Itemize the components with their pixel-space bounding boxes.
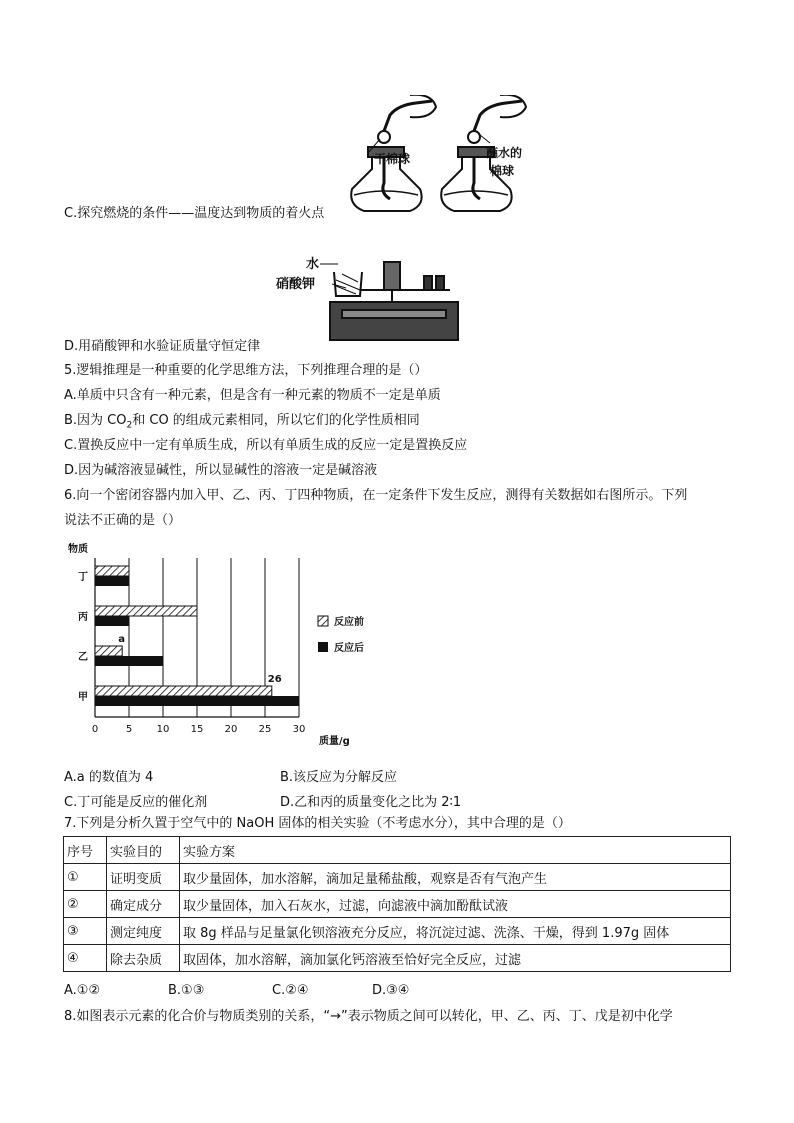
legend-swatch-before xyxy=(318,616,328,626)
x-axis-label: 质量/g xyxy=(319,736,350,747)
q7-option-d: D.③④ xyxy=(372,983,410,998)
x-tick-label: 15 xyxy=(190,724,204,735)
bar-after xyxy=(95,576,129,586)
q7-option-b: B.①③ xyxy=(168,983,205,998)
header-index: 序号 xyxy=(64,837,107,864)
x-tick-label: 10 xyxy=(156,724,170,735)
row-plan: 取 8g 样品与足量氯化钡溶液充分反应，将沉淀过滤、洗涤、干燥，得到 1.97g 固体 xyxy=(180,918,731,945)
category-label: 丙 xyxy=(78,612,88,623)
bar-before xyxy=(95,606,197,616)
bar-after xyxy=(95,696,299,706)
category-label: 乙 xyxy=(78,652,88,663)
label-wet-cotton-1: 蘸水的 xyxy=(486,146,523,160)
table-row xyxy=(64,945,731,972)
row-purpose: 证明变质 xyxy=(107,864,180,891)
table-row xyxy=(64,918,731,945)
combustion-apparatus-figure xyxy=(340,95,540,217)
q6-option-a: A.a 的数值为 4 xyxy=(64,770,154,785)
q7-option-c: C.②④ xyxy=(272,983,309,998)
bar-before xyxy=(95,646,122,656)
label-water: 水 xyxy=(306,257,320,272)
row-plan: 取少量固体，加水溶解，滴加足量稀盐酸，观察是否有气泡产生 xyxy=(180,864,731,891)
balance-figure xyxy=(272,242,462,347)
x-tick-label: 30 xyxy=(292,724,306,735)
label-dry-cotton: 干棉球 xyxy=(374,152,411,166)
row-index: ④ xyxy=(64,945,107,972)
q5-b-pre: B.因为 CO xyxy=(64,413,127,428)
x-tick-label: 25 xyxy=(258,724,272,735)
row-index: ① xyxy=(64,864,107,891)
q5-option-a: A.单质中只含有一种元素，但是含有一种元素的物质不一定是单质 xyxy=(64,388,441,403)
row-plan: 取少量固体，加入石灰水，过滤，向滤液中滴加酚酞试液 xyxy=(180,891,731,918)
bar-after xyxy=(95,616,129,626)
table-row xyxy=(64,864,731,891)
q7-stem: 7.下列是分析久置于空气中的 NaOH 固体的相关实验（不考虑水分），其中合理的是（） xyxy=(64,816,571,831)
experiment-table xyxy=(63,836,731,972)
q7-option-a: A.①② xyxy=(64,983,101,998)
option-c-text: C.探究燃烧的条件——温度达到物质的着火点 xyxy=(64,206,325,221)
bar-after xyxy=(95,656,163,666)
row-index: ③ xyxy=(64,918,107,945)
row-purpose: 测定纯度 xyxy=(107,918,180,945)
header-purpose: 实验目的 xyxy=(107,837,180,864)
q6-stem-1: 6.向一个密闭容器内加入甲、乙、丙、丁四种物质，在一定条件下发生反应，测得有关数据如右图所示。下列 xyxy=(64,488,688,503)
table-row xyxy=(64,891,731,918)
legend-label-before: 反应前 xyxy=(334,617,364,628)
q5-option-d: D.因为碱溶液显碱性，所以显碱性的溶液一定是碱溶液 xyxy=(64,463,378,478)
x-tick-label: 20 xyxy=(224,724,238,735)
q6-option-c: C.丁可能是反应的催化剂 xyxy=(64,795,208,810)
bar-before xyxy=(95,686,272,696)
q5-b-post: 和 CO 的组成元素相同，所以它们的化学性质相同 xyxy=(132,413,420,428)
header-plan: 实验方案 xyxy=(180,837,731,864)
annotation-a: a xyxy=(118,634,125,645)
legend-swatch-after xyxy=(318,642,328,652)
row-plan: 取固体，加水溶解，滴加氯化钙溶液至恰好完全反应，过滤 xyxy=(180,945,731,972)
x-tick-label: 5 xyxy=(125,724,133,735)
row-purpose: 确定成分 xyxy=(107,891,180,918)
q8-stem: 8.如图表示元素的化合价与物质类别的关系，“→”表示物质之间可以转化，甲、乙、丙、丁、戊是初中化学 xyxy=(64,1009,673,1024)
y-axis-label: 物质 xyxy=(68,544,88,555)
mass-bar-chart xyxy=(60,540,380,755)
table-header-row xyxy=(64,837,731,864)
row-index: ② xyxy=(64,891,107,918)
q5-option-c: C.置换反应中一定有单质生成，所以有单质生成的反应一定是置换反应 xyxy=(64,438,468,453)
annotation-26: 26 xyxy=(267,674,282,685)
option-d-text: D.用硝酸钾和水验证质量守恒定律 xyxy=(64,339,261,354)
legend-label-after: 反应后 xyxy=(334,643,364,654)
bar-before xyxy=(95,566,129,576)
q5-b-sub: 2 xyxy=(126,420,133,431)
row-purpose: 除去杂质 xyxy=(107,945,180,972)
q5-option-b xyxy=(64,412,420,435)
category-label: 丁 xyxy=(78,572,88,583)
category-label: 甲 xyxy=(78,692,88,703)
q6-stem-2: 说法不正确的是（） xyxy=(64,513,182,528)
q6-option-b: B.该反应为分解反应 xyxy=(280,770,398,785)
q6-option-d: D.乙和丙的质量变化之比为 2∶1 xyxy=(280,795,462,810)
label-potassium-nitrate: 硝酸钾 xyxy=(276,277,316,292)
q5-stem: 5.逻辑推理是一种重要的化学思维方法，下列推理合理的是（） xyxy=(64,363,428,378)
x-tick-label: 0 xyxy=(91,724,99,735)
label-wet-cotton-2: 棉球 xyxy=(490,164,515,178)
